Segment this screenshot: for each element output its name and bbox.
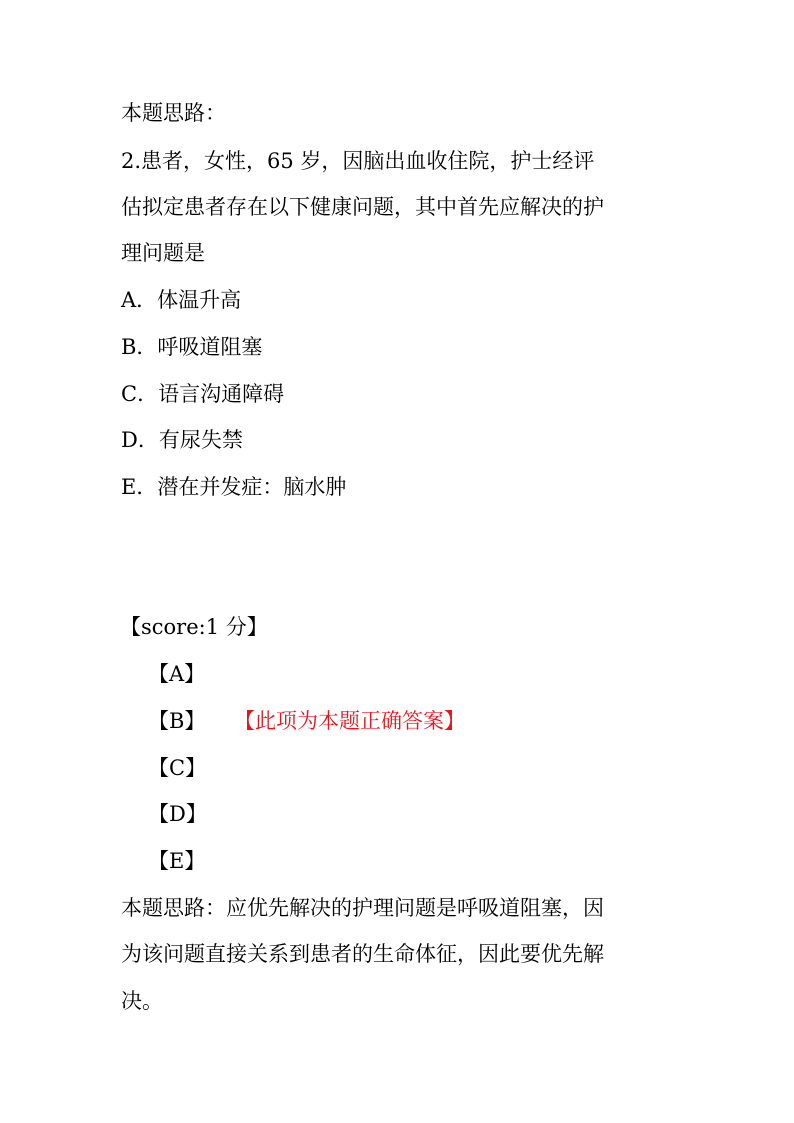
question-stem-line-2: 估拟定患者存在以下健康问题，其中首先应解决的护 — [121, 195, 604, 219]
choice-c: 【C】 — [148, 756, 207, 780]
question-stem-line-3: 理问题是 — [121, 241, 205, 265]
question-stem-line-1: 2.患者，女性，65 岁，因脑出血收住院，护士经评 — [121, 149, 595, 173]
option-a: A．体温升高 — [121, 288, 242, 312]
explanation-line-3: 决。 — [121, 989, 163, 1013]
intro-label: 本题思路： — [121, 101, 226, 125]
correct-answer-mark: 【此项为本题正确答案】 — [234, 709, 465, 733]
option-e: E．潜在并发症：脑水肿 — [121, 475, 347, 499]
option-d: D．有尿失禁 — [121, 428, 243, 452]
option-c: C．语言沟通障碍 — [121, 382, 285, 406]
choice-a: 【A】 — [148, 662, 206, 686]
choice-d: 【D】 — [148, 802, 207, 826]
choice-e: 【E】 — [148, 849, 206, 873]
score-label: 【score:1 分】 — [120, 615, 268, 639]
explanation-line-1: 本题思路：应优先解决的护理问题是呼吸道阻塞，因 — [121, 896, 604, 920]
option-b: B．呼吸道阻塞 — [121, 335, 263, 359]
explanation-line-2: 为该问题直接关系到患者的生命体征，因此要优先解 — [121, 942, 604, 966]
choice-b: 【B】 — [148, 709, 206, 733]
